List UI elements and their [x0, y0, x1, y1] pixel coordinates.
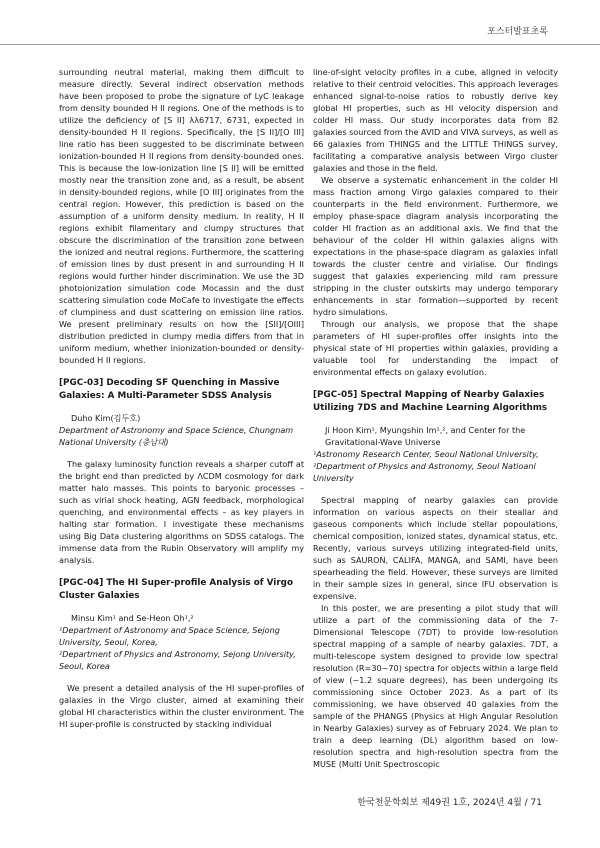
- pgc04-affiliation-1: ¹Department of Astronomy and Space Science, Sejong University, Seoul, Korea,: [59, 625, 280, 647]
- page-footer: 한국천문학회보 제49권 1호, 2024년 4월 / 71: [357, 798, 542, 808]
- pgc05-author: Ji Hoon Kim¹, Myungshin Im¹,², and Center for the Gravitational-Wave Universe: [325, 425, 526, 447]
- pgc04-title: [PGC-04] The HI Super-profile Analysis of Virgo Cluster Galaxies: [59, 578, 293, 601]
- pgc05-affiliation-2: ²Department of Physics and Astronomy, Seoul Natioanl University: [313, 461, 536, 483]
- pgc03-title: [PGC-03] Decoding SF Quenching in Massive Galaxies: A Multi-Parameter SDSS Analysis: [59, 378, 280, 401]
- pgc04-body-continued: line-of-sight velocity profiles in a cube, aligned in velocity relative to their centroid velocities. This approach leverages enhanced signal-to-noise ratios to robustly derive key global HI properties, such as HI velocity dispersion and colder HI mass. Our study incorporates data from 82 galaxies sourced from the AVID and VIVA surveys, as well as 66 galaxies from THINGS and the LITTLE THINGS survey, facilitating a comparative analysis between Virgo cluster galaxies and those in the field.: [313, 67, 558, 173]
- right-column: [313, 66, 558, 770]
- pgc04-affiliation-2: ²Department of Physics and Astronomy, Sejong University, Seoul, Korea: [59, 649, 296, 671]
- pgc02-body-continued: surrounding neutral material, making them difficult to measure directly. Several indirect observation methods have been proposed to probe the signature of LyC leakage from density bounded H II regions. One of the methods is to utilize the deficiency of [S II] λλ6717, 6731, expected in density-bounded H II regions. Specifically, the [S II]/[O III] line ratio has been suggested to be discriminate between ionization-bounded H II regions from density-bounded ones. This is because the low-ionization line [S II] will be emitted mostly near the transition zone and, as a result, be absent in density-bounded regions, while [O III] originates from the central region. However, this prediction is based on the assumption of a uniform density medium. In reality, H II regions exhibit filamentary and clumpy structures that obscure the discrimination of the transition zone between the ionized and neutral regions. Furthermore, the scattering of emission lines by dust present in and surrounding H II regions would further hinder discrimination. We use the 3D photoionization simulation code Mocassin and the dust scattering simulation code MoCafe to investigate the effects of clumpiness and dust scattering on emission line ratios. We present preliminary results on how the [SII]/[OIII] distribution predicted in clumpy media differs from that in uniform medium, whether inionization-bounded or density-bounded H II regions.: [59, 67, 304, 365]
- pgc03-affiliation: Department of Astronomy and Space Science, Chungnam National University (충남대): [59, 425, 294, 447]
- pgc04-body: We present a detailed analysis of the HI super-profiles of galaxies in the Virgo cluster, aimed at examining their global HI characteristics within the cluster environment. The HI super-profile is constructed by stacking individual: [59, 683, 305, 729]
- pgc05-title: [PGC-05] Spectral Mapping of Nearby Galaxies Utilizing 7DS and Machine Learning Algorithms: [313, 390, 548, 413]
- pgc03-author: Duho Kim(김두호): [71, 413, 141, 423]
- left-column: [59, 66, 304, 730]
- pgc04-paragraph-2: We observe a systematic enhancement in the colder HI mass fraction among Virgo galaxies compared to their counterparts in the field environment. Furthermore, we employ phase-space diagram analysis incorporating the colder HI fraction as an additional axis. We find that the behaviour of the colder HI within galaxies aligns with expectations in the phase-space diagram as galaxies infall towards the cluster centre and virialise. Our findings suggest that galaxies experiencing mild ram pressure stripping in the cluster outskirts may undergo temporary enhancements in star formation—supported by recent hydro simulations.: [313, 175, 558, 317]
- pgc04-author: Minsu Kim¹ and Se-Heon Oh¹,²: [71, 613, 194, 623]
- pgc05-body-2: In this poster, we are presenting a pilot study that will utilize a part of the commissioning data of the 7-Dimensional Telescope (7DT) to provide low-resolution spectral mapping of a sample of nearby galaxies. 7DT, a multi-telescope system designed to provide low spectral resolution (R=30~70) spectra for objects within a large field of view (~1.2 square degrees), has been undergoing its commissioning since October 2023. As a part of its commissioning, we have observed 40 galaxies from the sample of the PHANGS (Physics at High Angular Resolution in Nearby Galaxies) survey as of February 2024. We plan to train a deep learning (DL) algorithm based on low-resolution spectra and high-resolution spectra from the MUSE (Multi Unit Spectroscopic: [313, 603, 558, 769]
- section-label: 포스터발표초록: [487, 27, 548, 37]
- pgc05-body-1: Spectral mapping of nearby galaxies can provide information on various aspects on their steallar and gaseous components which include stellar popoulations, chemical composition, ionized states, dynamical status, etc. Recently, various surveys utilizing integrated-field units, such as SAURON, CALIFA, MANGA, and SAMI, have been spearheading the field. However, these surveys are limited in their sample sizes in general, since IFU observation is expensive.: [313, 495, 558, 601]
- pgc03-body: The galaxy luminosity function reveals a sharper cutoff at the bright end than predicted by ΛCDM cosmology for dark matter halo masses. This points to baryonic processes – such as virial shock heating, AGN feedback, morphological quenching, and environmental effects – as key players in halting star formation. I investigate these mechanisms using Big Data clustering algorithms on SDSS catalogs. The immense data from the Rubin Observatory will amplify my analysis.: [59, 459, 304, 565]
- header-rule: [0, 44, 600, 45]
- pgc05-affiliation-1: ¹Astronomy Research Center, Seoul National University,: [313, 449, 539, 459]
- pgc04-paragraph-3: Through our analysis, we propose that the shape parameters of HI super-profiles offer insights into the physical state of HI properties within galaxies, providing a valuable tool for understanding the impact of environmental effects on galaxy evolution.: [313, 319, 558, 377]
